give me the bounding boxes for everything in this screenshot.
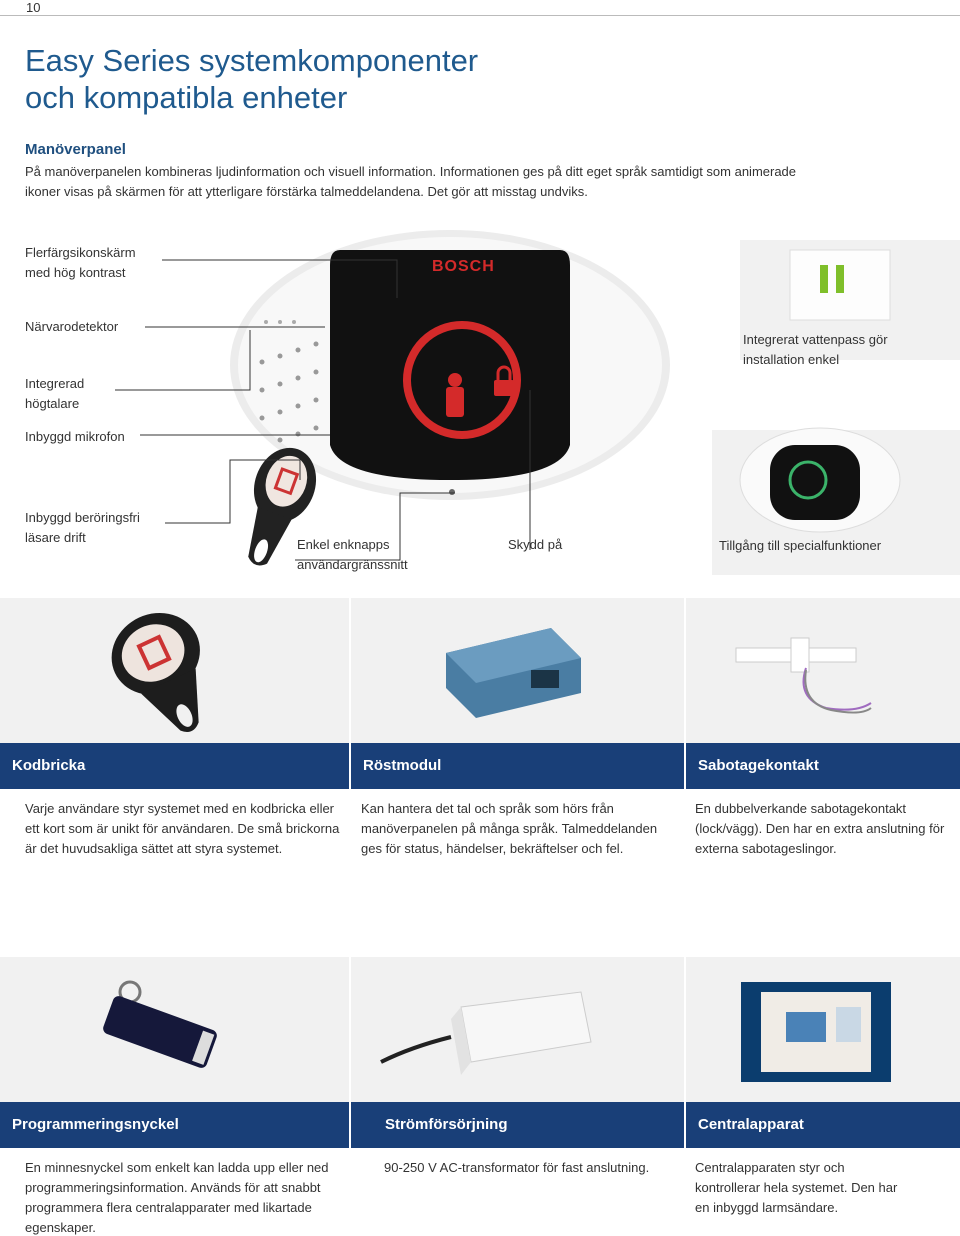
photo-centralapparat (686, 957, 960, 1102)
page-number: 10 (26, 0, 41, 15)
desc-programmeringsnyckel: En minnesnyckel som enkelt kan ladda upp eller ned programmeringsinformation. Används för att snabbt programmera flera centralapparater med likartade egenskaper. (25, 1160, 329, 1235)
desc-rostmodul: Kan hantera det tal och språk som hörs från manöverpanelen på många språk. Talmeddelanden ges för status, händelser, bekräftelser och fel. (361, 801, 658, 856)
callout-microphone: Inbyggd mikrofon (25, 429, 125, 444)
callout-reader: Inbyggd beröringsfri läsare drift (25, 510, 140, 545)
callout-display: Flerfärgsikonskärm med hög kontrast (25, 245, 136, 280)
section-heading: Manöverpanel (25, 141, 126, 158)
callout-presence: Närvarodetektor (25, 319, 119, 334)
desc-kodbricka: Varje användare styr systemet med en kodbricka eller ett kort som är unikt för användaren. De små brickorna är det huvudsakliga sättet att styra systemet. (25, 801, 340, 856)
intro-text: På manöverpanelen kombineras ljudinformation och visuell information. Informationen ges på ditt eget språk samtidigt som animerade ikoner visas på skärmen för att ytterligare förstärka talmeddelandena. Det gör att misstag undviks. (25, 164, 797, 199)
photo-rostmodul (351, 598, 684, 743)
photo-programmeringsnyckel (0, 957, 349, 1102)
desc-stromforsorjning: 90-250 V AC-transformator för fast anslutning. (384, 1160, 650, 1175)
bar-sabotagekontakt: Sabotagekontakt (686, 743, 960, 789)
callout-armed: Skydd på (508, 537, 563, 552)
desc-sabotagekontakt: En dubbelverkande sabotagekontakt (lock/vägg). Den har en extra anslutning för externa sabotageslingor. (695, 801, 945, 856)
photo-sabotagekontakt (686, 598, 960, 743)
bar-centralapparat: Centralapparat (686, 1102, 960, 1148)
photo-stromforsorjning (351, 957, 684, 1102)
bar-rostmodul: Röstmodul (351, 743, 684, 789)
callout-speaker: Integrerad högtalare (25, 376, 85, 411)
bosch-logo: BOSCH (432, 258, 495, 275)
callout-level: Integrerat vattenpass gör installation enkel (743, 332, 888, 367)
bar-kodbricka: Kodbricka (0, 743, 349, 789)
bar-stromforsorjning: Strömförsörjning (351, 1102, 684, 1148)
title-line-2: och kompatibla enheter (25, 80, 348, 115)
photo-kodbricka (0, 598, 349, 743)
top-rule (0, 15, 960, 16)
bar-programmeringsnyckel: Programmeringsnyckel (0, 1102, 349, 1148)
title-line-1: Easy Series systemkomponenter (25, 43, 479, 78)
page-title (25, 42, 478, 116)
callout-one-touch: Enkel enknapps användargränssnitt (297, 537, 408, 572)
callout-special: Tillgång till specialfunktioner (719, 538, 882, 553)
desc-centralapparat: Centralapparaten styr och kontrollerar hela systemet. Den har en inbyggd larmsändare. (695, 1160, 898, 1215)
